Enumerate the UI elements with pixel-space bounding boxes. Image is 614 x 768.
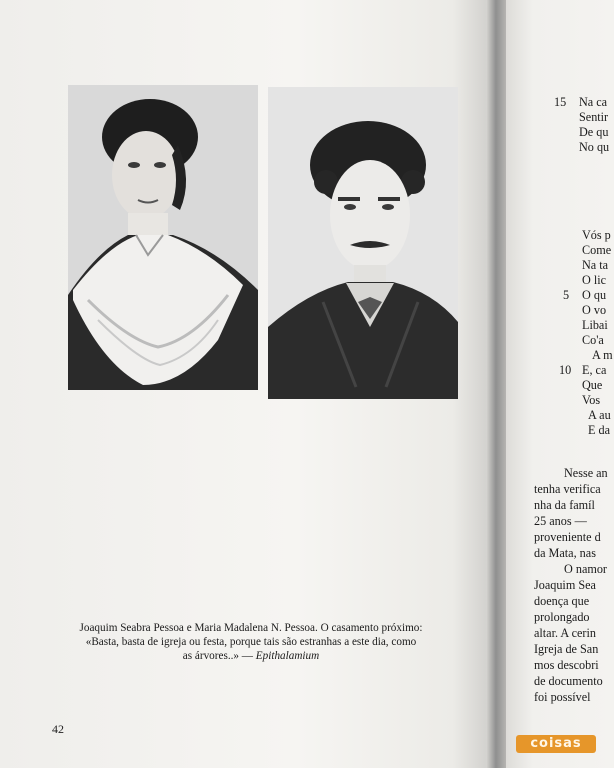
prose-line: Nesse an: [564, 466, 608, 480]
prose-line: prolongado: [534, 610, 590, 624]
prose-line: Joaquim Sea: [534, 578, 596, 592]
stanza2-line: Vos: [582, 393, 601, 407]
caption-line-1: Joaquim Seabra Pessoa e Maria Madalena N. Pessoa. O casamento próximo:: [79, 622, 423, 634]
photo-caption: [52, 621, 450, 663]
stanza2-line: E, ca: [582, 363, 607, 377]
caption-source: Epithalamium: [255, 650, 320, 662]
prose-line: proveniente d: [534, 530, 601, 544]
stanza1-line-number: 15: [554, 95, 567, 109]
prose-line: foi possível: [534, 690, 591, 704]
stanza2-line: A au: [588, 408, 611, 422]
portrait-man-image: [268, 87, 458, 399]
stanza2-line: Que: [582, 378, 603, 392]
stanza2-line-number-10: 10: [559, 363, 572, 377]
stanza2-line: Na ta: [582, 258, 609, 272]
prose-line: tenha verifica: [534, 482, 601, 496]
stanza1-line: Sentir: [579, 110, 609, 124]
prose-line: altar. A cerin: [534, 626, 596, 640]
stanza2-line: Vós p: [582, 228, 611, 242]
prose-line: da Mata, nas: [534, 546, 596, 560]
prose-line: doença que: [534, 594, 590, 608]
caption-line-3: [52, 649, 450, 663]
stanza2-line: E da: [588, 423, 610, 437]
stanza1-line: No qu: [579, 140, 610, 154]
stanza2-line: O lic: [582, 273, 607, 287]
caption-line-2: «Basta, basta de igreja ou festa, porque tais são estranhas a este dia, como: [85, 636, 417, 648]
stanza1-line: De qu: [579, 125, 609, 139]
page-number: 42: [52, 722, 64, 736]
prose-line: Igreja de San: [534, 642, 599, 656]
stanza2-line-number-5: 5: [563, 288, 570, 302]
portrait-woman-photo: [68, 85, 258, 390]
coisas-watermark: coisas: [516, 735, 596, 753]
stanza1-line: Na ca: [579, 95, 608, 109]
book-gutter: [486, 0, 508, 768]
prose-line: O namor: [564, 562, 607, 576]
prose-line: nha da famíl: [534, 498, 595, 512]
prose-line: mos descobri: [534, 658, 599, 672]
prose-line: de documento: [534, 674, 603, 688]
stanza2-line: Come: [582, 243, 612, 257]
stanza2-line: A m: [592, 348, 613, 362]
right-page: [506, 0, 614, 768]
portrait-woman-image: [68, 85, 258, 390]
stanza2-line: O vo: [582, 303, 607, 317]
caption-line-3-text: as árvores..» —: [182, 650, 256, 662]
stanza2-line: Co'a: [582, 333, 604, 347]
prose-line: 25 anos —: [534, 514, 587, 528]
stanza2-line: O qu: [582, 288, 607, 302]
portrait-man-photo: [268, 87, 458, 399]
stanza2-line: Libai: [582, 318, 608, 332]
